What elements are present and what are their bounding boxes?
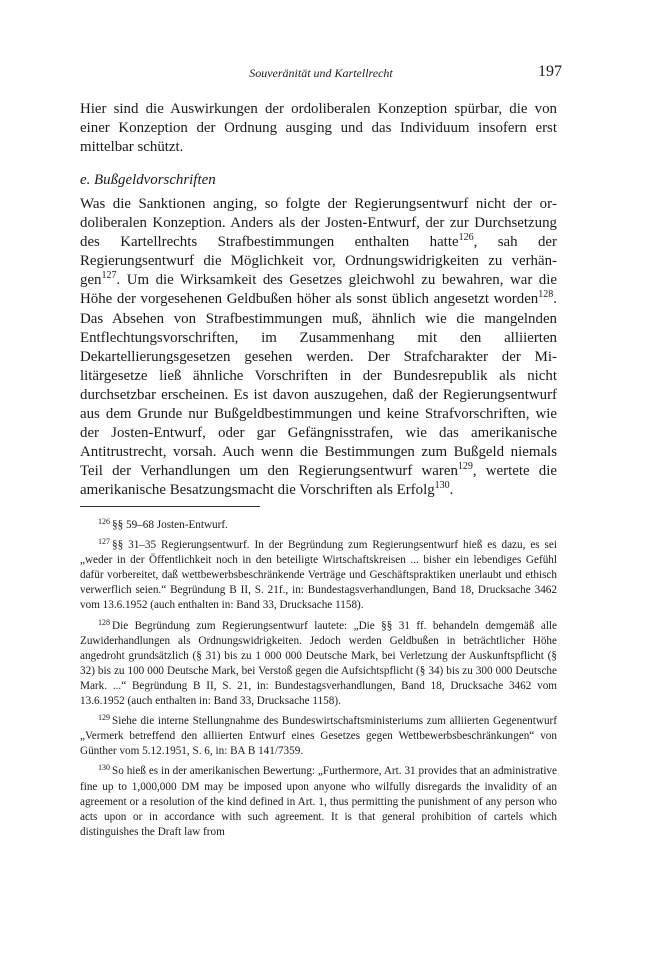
- footnote-divider: [80, 506, 260, 507]
- paragraph-text: .: [449, 482, 454, 499]
- paragraph-text: , wertete die amerikanische Besatzungsmacht die Vorschriften als Erfolg: [80, 463, 557, 499]
- footnote-ref-127: 127: [101, 270, 117, 282]
- footnote-ref-130: 130: [434, 480, 450, 492]
- footnote: [80, 760, 557, 839]
- section-heading: e. Bußgeldvorschriften: [80, 172, 216, 188]
- footnote-text: §§ 31–35 Regierungsentwurf. In der Begründung zum Regierungsentwurf hieß es dazu, es sei „weder in der Öffentlichkeit noch in den beteiligte Wirtschaftskreisen ... bisher ein lebendiges Gefühl dafür vorbereitet, daß wettbewerbsbeschränkende Verträge und Geschäftspraktiken unerlaubt und ethisch verwerflich seien.“ Begründung B II, S. 21f., in: Bundestagsverhandlungen, Band 18, Drucksache 3462 vom 13.6.1952 (auch enthalten in: Band 33, Drucksache 1158).: [80, 539, 557, 612]
- footnote-number: 128: [98, 617, 110, 627]
- footnote-text: So hieß es in der amerikanischen Bewertung: „Furthermore, Art. 31 provides that an administrative fine up to 1,000,000 DM may be imposed upon anyone who wilfully disregards the invalidity of an agreement or a resolution of the kind defined in Art. 1, thus permitting the punishment of any person who acts upon or in accordance with such agreement. It is that general prohibition of cartels which distinguishes the Draft law from: [80, 765, 557, 838]
- page-number: 197: [538, 63, 562, 80]
- footnote-number: 127: [98, 537, 110, 547]
- paragraph-text: , sah der Regierungsentwurf die Möglichkeit vor, Ordnungswidrigkeiten zu verhängen: [80, 234, 558, 289]
- footnote: [80, 710, 557, 759]
- paragraph-text: . Um die Wirksamkeit des Gesetzes gleichwohl zu bewahren, war die Höhe der vorgesehenen Geldbußen höher als sonst üblich angesetzt worden: [80, 272, 557, 308]
- footnote-text: §§ 59–68 Josten-Entwurf.: [112, 519, 228, 531]
- page-header: [80, 64, 562, 84]
- footnote-text: Siehe die interne Stellungnahme des Bundeswirtschaftsministeriums zum alliierten Gegenentwurf „Vermerk betreffend den alliierten Entwurf eines Gesetzes gegen Wettbewerbsbeschränkungen“ von Günther vom 5.12.1951, S. 6, in: BA B 141/7359.: [80, 715, 557, 758]
- paragraph-text: . Das Absehen von Strafbestimmungen muß, ähnlich wie die mangelnden Entflechtungsvorschriften, im Zusammenhang mit den alliierten Dekartellierungsgesetzen gesehen werden. Der Strafcharakter der Militärgesetze ließ ähnliche Vorschriften in der Bundesrepublik als nicht durchsetzbar erscheinen. Es ist davon auszugehen, daß der Regierungsentwurf aus dem Grunde nur Bußgeldbestimmungen und keine Strafvorschriften, wie der Josten-Entwurf, oder gar Gefängnisstrafen, wie das amerikanische Antitrustrecht, vorsah. Auch wenn die Bestimmungen zum Bußgeld niemals Teil der Verhandlungen um den Regierungsentwurf waren: [80, 291, 557, 480]
- footnotes: [80, 514, 557, 840]
- footnote-ref-128: 128: [538, 289, 554, 301]
- footnote: [80, 534, 557, 613]
- footnote-number: 130: [98, 763, 110, 773]
- footnote-number: 129: [98, 713, 110, 723]
- paragraph-intro: Hier sind die Auswirkungen der ordoliberalen Konzeption spürbar, die von einer Konzeption der Ordnung ausging und das Individuum insofern erst mittelbar schützt.: [80, 101, 557, 156]
- footnote: [80, 615, 557, 710]
- footnote-ref-126: 126: [458, 232, 474, 244]
- footnote-number: 126: [98, 517, 110, 526]
- footnote: [80, 514, 557, 533]
- running-title: Souveränität und Kartellrecht: [249, 66, 393, 80]
- footnote-text: Die Begründung zum Regierungsentwurf lautete: „Die §§ 31 ff. behandeln demgemäß alle Zuwiderhandlungen als Ordnungswidrigkeiten. Jedoch werden Geldbußen in beträchtlicher Höhe angedroht grundsätzlich (§ 31) bis zu 1 000 000 Deutsche Mark, bei Verletzung der Auskunftspflicht (§ 32) bis zu 100 000 Deutsche Mark, bei Verstoß gegen die Aufsichtspflicht (§ 34) bis zu 300 000 Deutsche Mark. ...“ Begründung B II, S. 21, in: Bundestagsverhandlungen, Band 18, Drucksache 3462 vom 13.6.1952 (auch enthalten in: Band 33, Drucksache 1158).: [80, 619, 557, 708]
- paragraph-sanctions: [80, 195, 557, 501]
- footnote-ref-129: 129: [457, 461, 473, 473]
- paragraph-text: Was die Sanktionen anging, so folgte der Regierungsentwurf nicht der ordoliberalen Konzeption. Anders als der Josten-Entwurf, der zur Durchsetzung des Kartellrechts Strafbestimmungen enthalten hatte: [80, 196, 557, 251]
